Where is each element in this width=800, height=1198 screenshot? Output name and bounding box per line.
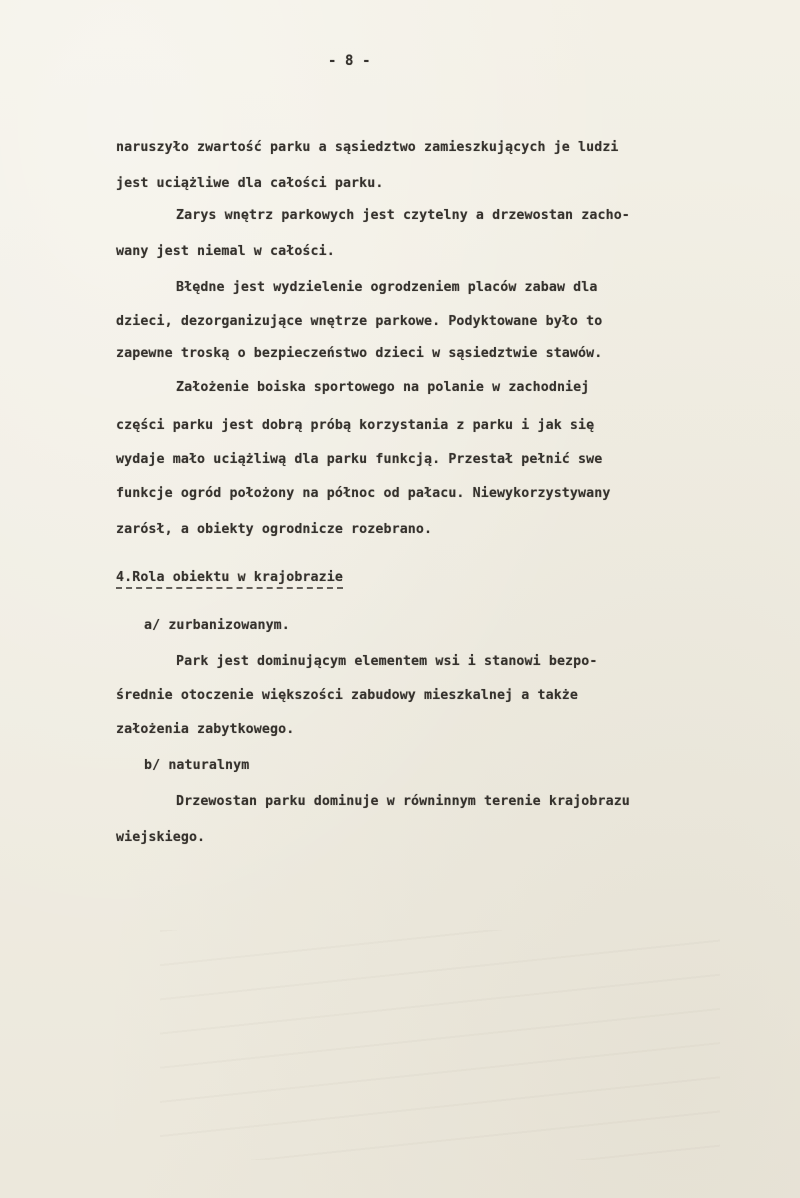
text-line: Drzewostan parku dominuje w równinnym terenie krajobrazu [176,794,630,809]
section-heading: 4.Rola obiektu w krajobrazie [116,570,343,589]
text-line: zapewne troską o bezpieczeństwo dzieci w sąsiedztwie stawów. [116,346,603,361]
text-line: wydaje mało uciążliwą dla parku funkcją. Przestał pełnić swe [116,452,603,467]
text-line: wany jest niemal w całości. [116,244,335,259]
text-line: części parku jest dobrą próbą korzystania z parku i jak się [116,418,595,433]
text-line: naruszyło zwartość parku a sąsiedztwo zamieszkujących je ludzi [116,140,619,155]
subsection-label: b/ naturalnym [144,758,250,773]
text-line: Błędne jest wydzielenie ogrodzeniem placów zabaw dla [176,280,598,295]
text-line: zarósł, a obiekty ogrodnicze rozebrano. [116,522,433,537]
subsection-label: a/ zurbanizowanym. [144,618,290,633]
text-line: wiejskiego. [116,830,206,845]
text-line: Założenie boiska sportowego na polanie w zachodniej [176,380,590,395]
text-line: założenia zabytkowego. [116,722,295,737]
text-line: funkcje ogród położony na północ od pałacu. Niewykorzystywany [116,486,611,501]
text-line: jest uciążliwe dla całości parku. [116,176,384,191]
text-line: Park jest dominującym elementem wsi i stanowi bezpo- [176,654,598,669]
text-line: średnie otoczenie większości zabudowy mieszkalnej a także [116,688,579,703]
text-line: Zarys wnętrz parkowych jest czytelny a drzewostan zacho- [176,208,630,223]
text-line: dzieci, dezorganizujące wnętrze parkowe. Podyktowane było to [116,314,603,329]
page-number: - 8 - [328,53,371,69]
